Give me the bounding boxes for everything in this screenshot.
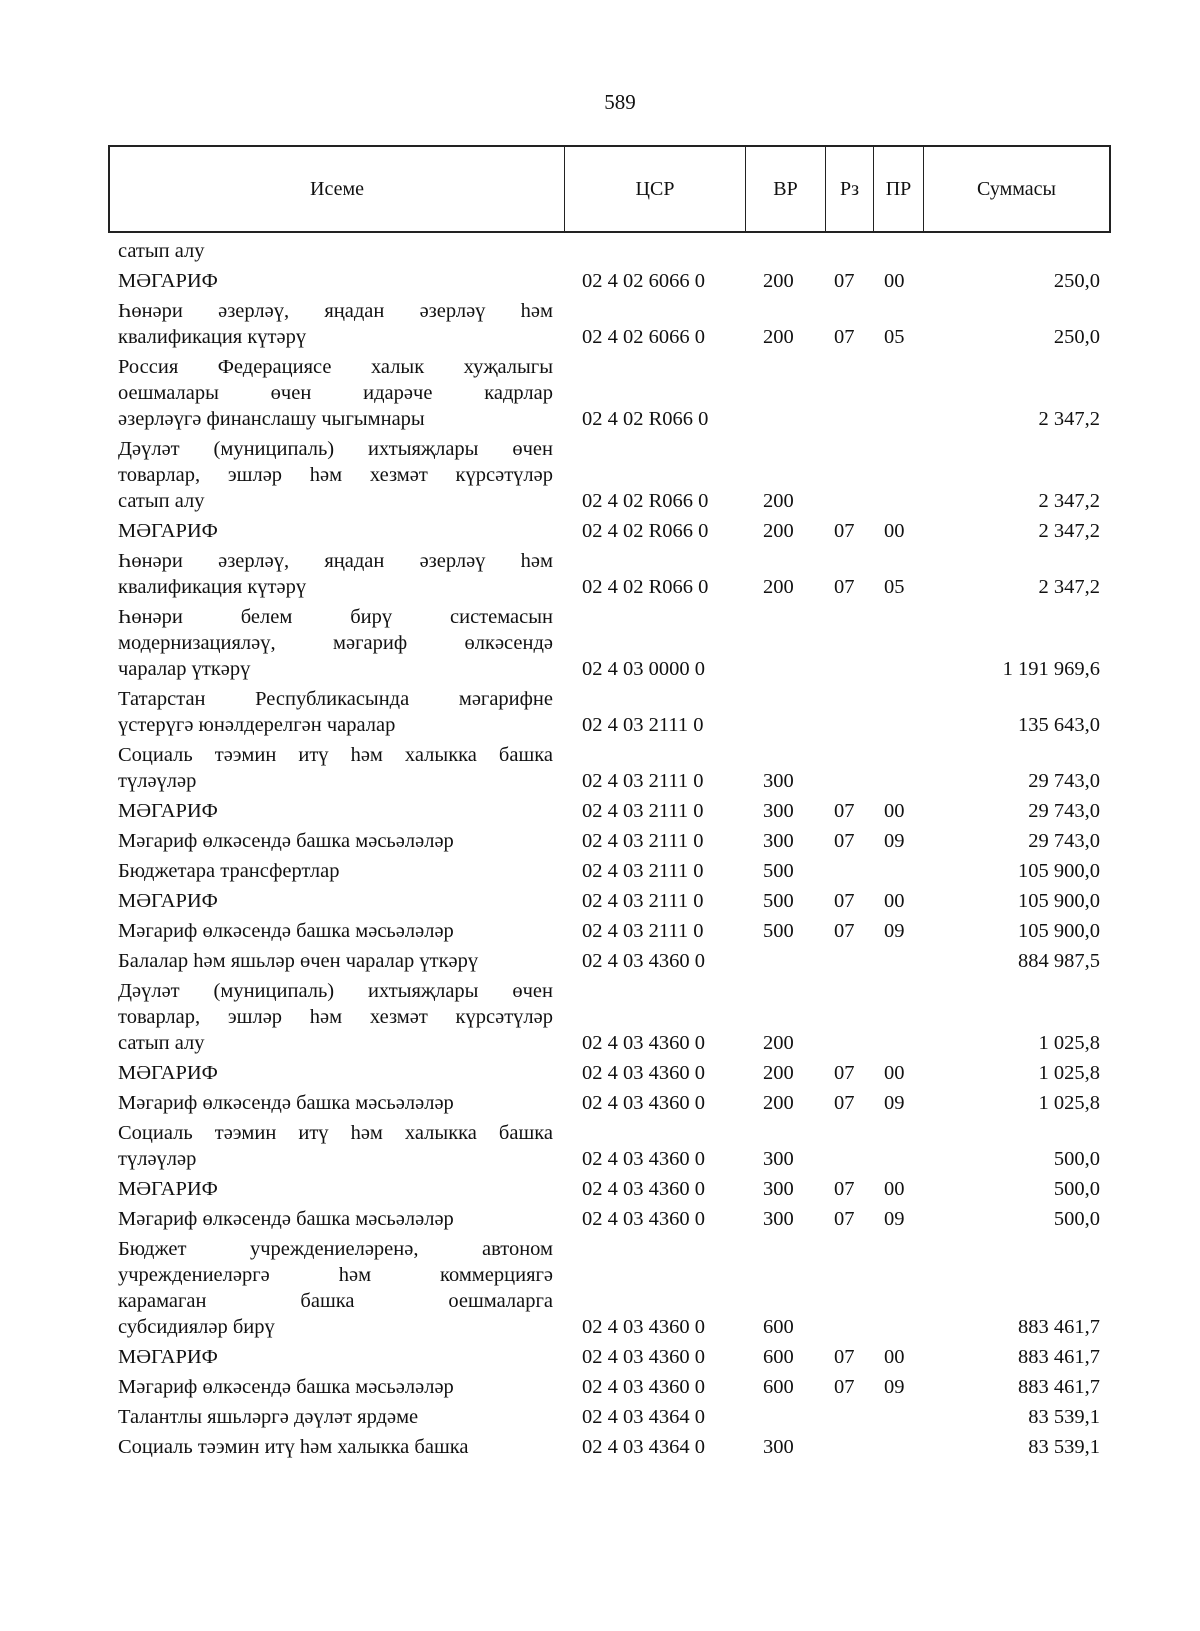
row-rz: 07 bbox=[834, 270, 855, 292]
row-sum: 2 347,2 bbox=[1038, 520, 1100, 542]
row-rz: 07 bbox=[834, 920, 855, 942]
row-pr: 00 bbox=[884, 1062, 905, 1084]
row-csr: 02 4 03 2111 0 bbox=[582, 714, 704, 736]
row-name bbox=[118, 918, 553, 944]
row-name-line: Социаль тәэмин итү һәм халыкка башка bbox=[118, 744, 553, 766]
row-name-line: МӘГАРИФ bbox=[118, 1062, 218, 1084]
row-name-line: карамаган башка оешмаларга bbox=[118, 1290, 553, 1312]
row-name bbox=[118, 798, 553, 824]
row-csr: 02 4 03 4360 0 bbox=[582, 1148, 705, 1170]
row-vr: 500 bbox=[763, 920, 794, 942]
row-name-line: Россия Федерациясе халык хуҗалыгы bbox=[118, 356, 553, 378]
row-name bbox=[118, 686, 553, 738]
row-vr: 300 bbox=[763, 770, 794, 792]
row-name-line: товарлар, эшләр һәм хезмәт күрсәтүләр bbox=[118, 464, 553, 486]
row-name bbox=[118, 436, 553, 514]
row-sum: 105 900,0 bbox=[1018, 920, 1100, 942]
row-pr: 00 bbox=[884, 270, 905, 292]
row-csr: 02 4 03 4360 0 bbox=[582, 1376, 705, 1398]
row-name bbox=[118, 828, 553, 854]
row-name bbox=[118, 238, 553, 264]
row-name-line: сатып алу bbox=[118, 1032, 205, 1054]
row-name-line: түләүләр bbox=[118, 770, 197, 792]
row-csr: 02 4 02 6066 0 bbox=[582, 326, 705, 348]
row-csr: 02 4 03 4360 0 bbox=[582, 1208, 705, 1230]
row-sum: 883 461,7 bbox=[1018, 1376, 1100, 1398]
table-row bbox=[0, 1340, 1200, 1370]
row-sum: 1 191 969,6 bbox=[1002, 658, 1100, 680]
row-sum: 500,0 bbox=[1053, 1208, 1100, 1230]
table-row bbox=[0, 1056, 1200, 1086]
row-name bbox=[118, 1374, 553, 1400]
row-pr: 09 bbox=[884, 1376, 905, 1398]
row-name-line: МӘГАРИФ bbox=[118, 1346, 218, 1368]
row-name-line: Балалар һәм яшьләр өчен чаралар үткәрү bbox=[118, 950, 479, 972]
header-csr: ЦСР bbox=[565, 147, 746, 231]
row-name-line: түләүләр bbox=[118, 1148, 197, 1170]
table-row bbox=[0, 264, 1200, 294]
table-row bbox=[0, 432, 1200, 514]
row-pr: 05 bbox=[884, 576, 905, 598]
table-row bbox=[0, 350, 1200, 432]
row-vr: 300 bbox=[763, 800, 794, 822]
row-sum: 250,0 bbox=[1053, 326, 1100, 348]
row-pr: 00 bbox=[884, 890, 905, 912]
row-csr: 02 4 03 4364 0 bbox=[582, 1406, 705, 1428]
row-sum: 105 900,0 bbox=[1018, 860, 1100, 882]
row-pr: 09 bbox=[884, 830, 905, 852]
row-name bbox=[118, 518, 553, 544]
row-sum: 1 025,8 bbox=[1038, 1092, 1100, 1114]
header-rz: Рз bbox=[826, 147, 874, 231]
row-sum: 83 539,1 bbox=[1028, 1436, 1100, 1458]
row-name bbox=[118, 298, 553, 350]
row-sum: 105 900,0 bbox=[1018, 890, 1100, 912]
row-vr: 200 bbox=[763, 520, 794, 542]
table-row bbox=[0, 1086, 1200, 1116]
row-name bbox=[118, 1344, 553, 1370]
row-name-line: Мәгариф өлкәсендә башка мәсьәләләр bbox=[118, 1092, 454, 1114]
table-body bbox=[0, 234, 1200, 1460]
table-row bbox=[0, 682, 1200, 738]
row-rz: 07 bbox=[834, 326, 855, 348]
row-vr: 500 bbox=[763, 860, 794, 882]
table-row bbox=[0, 1202, 1200, 1232]
row-name bbox=[118, 354, 553, 432]
row-name-line: әзерләүгә финанслашу чыгымнары bbox=[118, 408, 425, 430]
row-rz: 07 bbox=[834, 1062, 855, 1084]
row-name bbox=[118, 1206, 553, 1232]
row-name-line: сатып алу bbox=[118, 490, 205, 512]
table-row bbox=[0, 914, 1200, 944]
row-vr: 200 bbox=[763, 1062, 794, 1084]
row-sum: 250,0 bbox=[1053, 270, 1100, 292]
row-vr: 300 bbox=[763, 1178, 794, 1200]
row-name-line: МӘГАРИФ bbox=[118, 1178, 218, 1200]
row-csr: 02 4 02 6066 0 bbox=[582, 270, 705, 292]
row-rz: 07 bbox=[834, 576, 855, 598]
row-name-line: чаралар үткәрү bbox=[118, 658, 251, 680]
row-name-line: МӘГАРИФ bbox=[118, 800, 218, 822]
row-name-line: оешмалары өчен идарәче кадрлар bbox=[118, 382, 553, 404]
row-name-line: Мәгариф өлкәсендә башка мәсьәләләр bbox=[118, 1208, 454, 1230]
row-sum: 883 461,7 bbox=[1018, 1316, 1100, 1338]
table-row bbox=[0, 974, 1200, 1056]
row-csr: 02 4 03 2111 0 bbox=[582, 920, 704, 942]
row-name-line: МӘГАРИФ bbox=[118, 520, 218, 542]
row-csr: 02 4 03 0000 0 bbox=[582, 658, 705, 680]
row-sum: 29 743,0 bbox=[1028, 770, 1100, 792]
table-row bbox=[0, 234, 1200, 264]
row-name bbox=[118, 1236, 553, 1340]
row-rz: 07 bbox=[834, 1376, 855, 1398]
row-csr: 02 4 03 4360 0 bbox=[582, 1178, 705, 1200]
row-name-line: Дәүләт (муниципаль) ихтыяҗлары өчен bbox=[118, 438, 553, 460]
table-row bbox=[0, 824, 1200, 854]
row-csr: 02 4 03 4360 0 bbox=[582, 1346, 705, 1368]
row-csr: 02 4 02 R066 0 bbox=[582, 408, 709, 430]
row-name bbox=[118, 1176, 553, 1202]
row-name-line: модернизацияләү, мәгариф өлкәсендә bbox=[118, 632, 553, 654]
row-name bbox=[118, 1090, 553, 1116]
row-csr: 02 4 03 2111 0 bbox=[582, 860, 704, 882]
row-sum: 29 743,0 bbox=[1028, 800, 1100, 822]
row-name bbox=[118, 948, 553, 974]
row-pr: 05 bbox=[884, 326, 905, 348]
table-row bbox=[0, 1232, 1200, 1340]
row-name-line: Һөнәри белем бирү системасын bbox=[118, 606, 553, 628]
table-row bbox=[0, 1400, 1200, 1430]
row-vr: 500 bbox=[763, 890, 794, 912]
row-pr: 00 bbox=[884, 520, 905, 542]
row-vr: 600 bbox=[763, 1316, 794, 1338]
row-csr: 02 4 03 4360 0 bbox=[582, 1032, 705, 1054]
row-name bbox=[118, 1404, 553, 1430]
row-name-line: Мәгариф өлкәсендә башка мәсьәләләр bbox=[118, 830, 454, 852]
table-row bbox=[0, 944, 1200, 974]
row-pr: 00 bbox=[884, 800, 905, 822]
row-sum: 500,0 bbox=[1053, 1148, 1100, 1170]
row-csr: 02 4 03 2111 0 bbox=[582, 770, 704, 792]
table-header bbox=[108, 145, 1111, 233]
row-name bbox=[118, 888, 553, 914]
row-name-line: товарлар, эшләр һәм хезмәт күрсәтүләр bbox=[118, 1006, 553, 1028]
row-rz: 07 bbox=[834, 1208, 855, 1230]
row-csr: 02 4 03 4364 0 bbox=[582, 1436, 705, 1458]
row-vr: 200 bbox=[763, 1092, 794, 1114]
row-sum: 2 347,2 bbox=[1038, 576, 1100, 598]
row-name bbox=[118, 268, 553, 294]
row-pr: 09 bbox=[884, 920, 905, 942]
row-vr: 600 bbox=[763, 1376, 794, 1398]
row-name-line: Мәгариф өлкәсендә башка мәсьәләләр bbox=[118, 920, 454, 942]
row-vr: 200 bbox=[763, 1032, 794, 1054]
row-csr: 02 4 03 2111 0 bbox=[582, 800, 704, 822]
row-sum: 883 461,7 bbox=[1018, 1346, 1100, 1368]
row-name-line: МӘГАРИФ bbox=[118, 890, 218, 912]
row-sum: 1 025,8 bbox=[1038, 1062, 1100, 1084]
row-pr: 00 bbox=[884, 1178, 905, 1200]
row-sum: 83 539,1 bbox=[1028, 1406, 1100, 1428]
row-name bbox=[118, 858, 553, 884]
row-sum: 500,0 bbox=[1053, 1178, 1100, 1200]
row-name-line: квалификация күтәрү bbox=[118, 576, 307, 598]
row-name-line: Татарстан Республикасында мәгарифне bbox=[118, 688, 553, 710]
row-csr: 02 4 03 2111 0 bbox=[582, 890, 704, 912]
row-csr: 02 4 03 4360 0 bbox=[582, 1316, 705, 1338]
row-name bbox=[118, 1434, 553, 1460]
table-row bbox=[0, 738, 1200, 794]
table-row bbox=[0, 794, 1200, 824]
row-csr: 02 4 03 2111 0 bbox=[582, 830, 704, 852]
row-pr: 00 bbox=[884, 1346, 905, 1368]
row-name-line: Социаль тәэмин итү һәм халыкка башка bbox=[118, 1122, 553, 1144]
row-name bbox=[118, 548, 553, 600]
row-name bbox=[118, 1120, 553, 1172]
row-csr: 02 4 03 4360 0 bbox=[582, 950, 705, 972]
row-pr: 09 bbox=[884, 1208, 905, 1230]
row-rz: 07 bbox=[834, 890, 855, 912]
row-rz: 07 bbox=[834, 1092, 855, 1114]
header-pr: ПР bbox=[874, 147, 924, 231]
row-vr: 300 bbox=[763, 1148, 794, 1170]
row-name-line: Һөнәри әзерләү, яңадан әзерләү һәм bbox=[118, 300, 553, 322]
row-rz: 07 bbox=[834, 800, 855, 822]
row-rz: 07 bbox=[834, 520, 855, 542]
row-name-line: Бюджет учреждениеләренә, автоном bbox=[118, 1238, 553, 1260]
row-vr: 200 bbox=[763, 270, 794, 292]
table-row bbox=[0, 544, 1200, 600]
row-name-line: Социаль тәэмин итү һәм халыкка башка bbox=[118, 1436, 469, 1458]
row-vr: 600 bbox=[763, 1346, 794, 1368]
row-csr: 02 4 02 R066 0 bbox=[582, 576, 709, 598]
row-name-line: МӘГАРИФ bbox=[118, 270, 218, 292]
row-csr: 02 4 02 R066 0 bbox=[582, 520, 709, 542]
table-row bbox=[0, 600, 1200, 682]
row-vr: 300 bbox=[763, 830, 794, 852]
row-rz: 07 bbox=[834, 1346, 855, 1368]
row-name bbox=[118, 742, 553, 794]
row-name-line: субсидияләр бирү bbox=[118, 1316, 275, 1338]
table-row bbox=[0, 514, 1200, 544]
row-csr: 02 4 03 4360 0 bbox=[582, 1062, 705, 1084]
row-vr: 300 bbox=[763, 1208, 794, 1230]
row-sum: 135 643,0 bbox=[1018, 714, 1100, 736]
header-vr: ВР bbox=[746, 147, 826, 231]
header-name: Исеме bbox=[110, 147, 565, 231]
row-vr: 300 bbox=[763, 1436, 794, 1458]
row-sum: 1 025,8 bbox=[1038, 1032, 1100, 1054]
row-vr: 200 bbox=[763, 576, 794, 598]
row-name-line: Бюджетара трансфертлар bbox=[118, 860, 340, 882]
table-row bbox=[0, 1172, 1200, 1202]
table-row bbox=[0, 884, 1200, 914]
row-csr: 02 4 03 4360 0 bbox=[582, 1092, 705, 1114]
row-sum: 2 347,2 bbox=[1038, 408, 1100, 430]
row-name bbox=[118, 978, 553, 1056]
row-pr: 09 bbox=[884, 1092, 905, 1114]
row-name-line: Мәгариф өлкәсендә башка мәсьәләләр bbox=[118, 1376, 454, 1398]
row-sum: 884 987,5 bbox=[1018, 950, 1100, 972]
row-name-line: Дәүләт (муниципаль) ихтыяҗлары өчен bbox=[118, 980, 553, 1002]
table-row bbox=[0, 1430, 1200, 1460]
table-row bbox=[0, 1370, 1200, 1400]
table-row bbox=[0, 854, 1200, 884]
table-row bbox=[0, 1116, 1200, 1172]
header-sum: Суммасы bbox=[977, 177, 1056, 200]
row-csr: 02 4 02 R066 0 bbox=[582, 490, 709, 512]
page-number: 589 bbox=[604, 90, 636, 114]
row-name-line: Талантлы яшьләргә дәүләт ярдәме bbox=[118, 1406, 419, 1428]
row-rz: 07 bbox=[834, 830, 855, 852]
row-name-line: квалификация күтәрү bbox=[118, 326, 307, 348]
row-sum: 29 743,0 bbox=[1028, 830, 1100, 852]
row-rz: 07 bbox=[834, 1178, 855, 1200]
row-name-line: Һөнәри әзерләү, яңадан әзерләү һәм bbox=[118, 550, 553, 572]
row-name-line: учреждениеләргә һәм коммерциягә bbox=[118, 1264, 553, 1286]
row-name-line: үстерүгә юнәлдерелгән чаралар bbox=[118, 714, 396, 736]
row-vr: 200 bbox=[763, 490, 794, 512]
row-name bbox=[118, 604, 553, 682]
row-name-line: сатып алу bbox=[118, 240, 205, 262]
row-vr: 200 bbox=[763, 326, 794, 348]
table-row bbox=[0, 294, 1200, 350]
row-name bbox=[118, 1060, 553, 1086]
row-sum: 2 347,2 bbox=[1038, 490, 1100, 512]
